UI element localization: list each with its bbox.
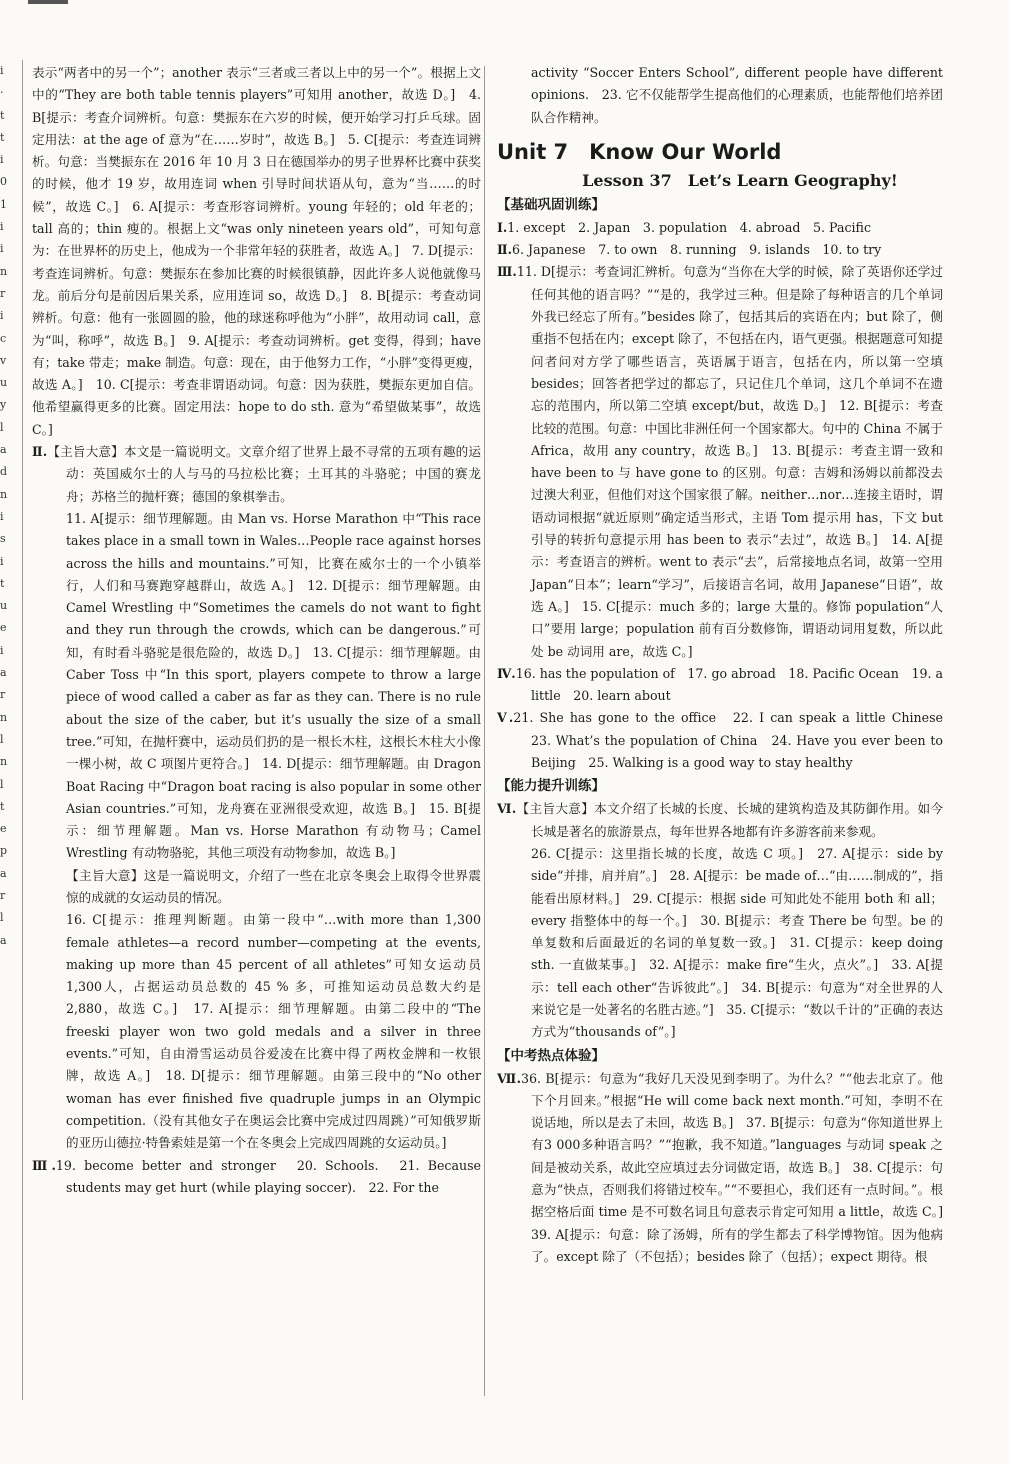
column-divider — [484, 66, 485, 1396]
section-7-text: 36. B[提示：句意为“我好几天没见到李明了。为什么？”“他去北京了。他下个月回来。”根据“He will come back next month.”可知，李明不在说话地，所以是去了未回，故选 B。] 37. B[提示：句意为“你知道世界上有3 000多种语言吗？”“抱歉，我不知道。”languages 与动词 speak 之间是被动关系，故此空应填过去分词做定语，故选 B。] 38. C[提示：句意为“快点，否则我们将错过校车。”“不要担心，我们还有一点时间。”。根据空格后面 time 是不可数名词且句意表示肯定可知用 a little，故选 C。] 39. A[提示：句意：除了汤姆，所有的学生都去了科学博物馆。因为他病了。except 除了（不包括）；besides 除了（包括）；expect 期待。根 — [520, 1070, 956, 1264]
section-3-label: Ⅲ. — [32, 1157, 56, 1173]
edge-glyph: · — [0, 86, 4, 100]
section-1-text: 1. except 2. Japan 3. population 4. abroad 5. Pacific — [507, 219, 871, 235]
edge-glyph: l — [0, 420, 4, 434]
edge-glyph: a — [0, 933, 7, 947]
edge-glyph: i — [0, 309, 4, 323]
edge-glyph: i — [0, 220, 4, 234]
edge-glyph: a — [0, 666, 7, 680]
section-2-main-idea — [32, 441, 481, 508]
continuation-paragraph: activity “Soccer Enters School”, different people have different opinions. 23. 它不仅能帮学生提高他们的心理素质，也能帮他们培养团队合作精神。 — [531, 65, 943, 125]
edge-glyph: u — [0, 376, 8, 390]
edge-glyph: t — [0, 130, 5, 144]
edge-glyph: i — [0, 153, 4, 167]
section-heading-basic: 【基础巩固训练】 — [497, 196, 605, 213]
section-6-main-idea-text: 【主旨大意】本文介绍了长城的长度、长城的建筑构造及其防御作用。如今长城是著名的旅游景点，每年世界各地都有许多游客前来参观。 — [516, 801, 944, 839]
section-heading-exam: 【中考热点体验】 — [497, 1047, 605, 1064]
edge-glyph: r — [0, 688, 6, 702]
edge-glyph: i — [0, 242, 4, 256]
edge-glyph: a — [0, 866, 7, 880]
edge-glyph: e — [0, 822, 7, 836]
section-3-text: 19. become better and stronger 20. Schools. 21. Because students may get hurt (while playing soccer). 22. For the — [55, 1157, 481, 1195]
section-4-text: 16. has the population of 17. go abroad 18. Pacific Ocean 19. a little 20. learn about — [515, 665, 943, 704]
section-2-main-idea-2: 【主旨大意】这是一篇说明文，介绍了一些在北京冬奥会上取得令世界震惊的成就的女运动员的情况。 — [66, 867, 481, 905]
top-edge-mark — [28, 0, 68, 4]
section-2-label: Ⅱ. — [32, 444, 48, 460]
left-edge-bleed — [0, 60, 22, 1400]
section-5-answers — [497, 707, 956, 774]
edge-glyph: n — [0, 755, 8, 769]
section-6-answers: 26. C[提示：这里指长城的长度，故选 C 项。] 27. A[提示：side by side“并排，肩并肩”。] 28. A[提示：be made of…“由……制成的”，指能看出原材料。] 29. C[提示：根据 side 可知此处不能用 both 和 all；every 指整体中的每一个。] 30. B[提示：考查 There be 句型。be 的单复数和后面最近的名词的单复数一致。] 31. C[提示：keep doing sth. 一直做某事。] 32. A[提示：make fire“生火，点火”。] 33. A[提示：tell each other“告诉彼此”。] 34. B[提示：句意为“对全世界的人来说它是一处著名的名胜古迹。”] 35. C[提示：“数以千计的”正确的表达方式为“thousands of”。] — [531, 845, 943, 1040]
edge-glyph: s — [0, 532, 6, 546]
section-2-text-right: 6. Japanese 7. to own 8. running 9. islands 10. to try — [512, 242, 882, 258]
edge-glyph: i — [0, 643, 4, 657]
left-margin-line — [22, 60, 23, 1400]
edge-glyph: t — [0, 108, 5, 122]
section-2-answers-2: 16. C[提示：推理判断题。由第一段中“…with more than 1,300 female athletes—a record number—competing at the events, making up more than 45 percent of all athletes”可知女运动员1,300人，占据运动员总数的 45 % 多，可推知运动员总数大约是 2,880，故选 C。] 17. A[提示：细节理解题。由第二段中的“The freeski player won two gold medals and a silver in three events.”可知，自由滑雪运动员谷爱凌在比赛中得了两枚金牌和一枚银牌，故选 A。] 18. D[提示：细节理解题。由第三段中的“No other woman has ever finished five quadruple jumps in an Olympic competition.（没有其他女子在奥运会比赛中完成过四周跳）”可知俄罗斯的亚历山德拉·特鲁索娃是第一个在冬奥会上完成四周跳的女运动员。] — [66, 912, 481, 1151]
section-5-label: Ⅴ. — [497, 710, 514, 726]
section-6-main-idea — [497, 798, 943, 843]
section-heading-ability: 【能力提升训练】 — [497, 778, 605, 795]
edge-glyph: l — [0, 777, 4, 791]
answer-paragraph: 表示“两者中的另一个”；another 表示“三者或三者以上中的另一个”。根据上文中的“They are both table tennis players”可知用 another，故选 D。] 4. B[提示：考查介词辨析。句意：樊振东在六岁的时候，便开始学习打乒乓球。固定用法：at the age of 意为“在……岁时”，故选 B。] 5. C[提示：考查连词辨析。句意：当樊振东在 2016 年 10 月 3 日在德国举办的男子世界杯比赛中获奖的时候，他才 19 岁，故用连词 when 引导时间状语从句，意为“当……的时候”，故选 C。] 6. A[提示：考查形容词辨析。young 年轻的；old 年老的；tall 高的；thin 瘦的。根据上文“was only nineteen years old”，可知句意为：在世界杯的历史上，他成为一个非常年轻的获胜者，故选 A。] 7. D[提示：考查连词辨析。句意：樊振东在参加比赛的时候很镇静，因此许多人说他就像马龙。前后分句是前因后果关系，应用连词 so，故选 D。] 8. B[提示：考查动词辨析。句意：他有一张圆圆的脸，他的球迷称呼他为“小胖”，故用动词 call，意为“叫，称呼”，故选 B。] 9. A[提示：考查动词辨析。get 变得，得到；have 有；take 带走；make 制造。句意：现在，由于他努力工作，“小胖”变得更瘦，故选 A。] 10. C[提示：考查非谓语动词。句意：因为获胜，樊振东更加自信。他希望赢得更多的比赛。固定用法：hope to do sth. 意为“希望做某事”，故选 C。] — [32, 65, 481, 437]
edge-glyph: y — [0, 398, 7, 412]
edge-glyph: u — [0, 599, 8, 613]
edge-glyph: r — [0, 286, 6, 300]
edge-glyph: p — [0, 844, 8, 858]
section-2-answers: 11. A[提示：细节理解题。由 Man vs. Horse Marathon 中“This race takes place in a small town in Wales…People race against horses across the hills and mountains.”可知，比赛在威尔士的一个小镇举行，人们和马赛跑穿越群山，故选 A。] 12. D[提示：细节理解题。由 Camel Wrestling 中“Sometimes the camels do not want to fight and they run through the crowds, which can be dangerous.”可知，有时看斗骆驼是很危险的，故选 D。] 13. C[提示：细节理解题。由 Caber Toss 中“In this sport, players compete to throw a large piece of wood called a caber as far as they can. There is no rule about the size of the caber, but it’s usually the size of a small tree.”可知，在抛杆赛中，运动员们扔的是一根长木柱，这根长木柱大小像一棵小树，故 C 项图片更符合。] 14. D[提示：细节理解题。由 Dragon Boat Racing 中“Dragon boat racing is also popular in some other Asian countries.”可知，龙舟赛在亚洲很受欢迎，故选 B。] 15. B[提示：细节理解题。Man vs. Horse Marathon 有动物马；Camel Wrestling 有动物骆驼，其他三项没有动物参加，故选 B。] — [66, 510, 481, 861]
section-5-text: 21. She has gone to the office 22. I can speak a little Chinese 23. What’s the population of China 24. Have you ever been to Beijing 25. Walking is a good way to stay healthy — [513, 710, 956, 771]
edge-glyph: t — [0, 799, 5, 813]
edge-glyph: i — [0, 64, 4, 77]
section-4-answers — [497, 663, 943, 708]
edge-glyph: v — [0, 353, 7, 367]
edge-glyph: c — [0, 331, 7, 345]
section-1-label: Ⅰ. — [497, 219, 508, 235]
section-3-text-right: 11. D[提示：考查词汇辨析。句意为“当你在大学的时候，除了英语你还学过任何其他的语言吗？”“是的，我学过三种。但是除了每种语言的几个单词外我已经忘了所有。”besides 除了，包括其后的宾语在内；but 除了，侧重指不包括在内；except 除了，不包括在内，语气更强。根据题意可知提问者问对方学了哪些语言，英语属于语言，包括在内，所以第一空填 besides；回答者把学过的都忘了，只记住几个单词，这几个单词不在遗忘的范围内，所以第二空填 except/but，故选 D。] 12. B[提示：考查比较的范围。句意：中国比非洲任何一个国家都大。句中的 China 不属于 Africa，故用 any country，故选 B。] 13. B[提示：考查主谓一致和 have been to 与 have gone to 的区别。句意：吉姆和汤姆以前都没去过澳大利亚，但他们对这个国家很了解。neither…nor…连接主语时，谓语动词根据“就近原则”确定适当形式，主语 Tom 提示用 has，下文 but 引导的转折句意提示用 has been to 表示“去过”，故选 B。] 14. A[提示：考查语言的辨析。went to 表示“去”，后常接地点名词，故第一空用 Japan“日本”；learn“学习”，后接语言名词，故用 Japanese“日语”，故选 A。] 15. C[提示：much 多的；large 大量的。修饰 population“人口”要用 large；population 前有百分数修饰，谓语动词用复数，所以此处 be 动词用 are，故选 C。] — [516, 264, 943, 659]
edge-glyph: i — [0, 554, 4, 568]
section-1-answers — [497, 217, 943, 239]
section-2-label-right: Ⅱ. — [497, 242, 512, 258]
edge-glyph: l — [0, 732, 4, 746]
section-6-label: Ⅵ. — [497, 801, 517, 817]
section-3-answers — [32, 1155, 481, 1200]
edge-glyph-list — [0, 60, 22, 952]
edge-glyph: t — [0, 576, 5, 590]
edge-glyph: n — [0, 710, 8, 724]
edge-glyph: n — [0, 487, 8, 501]
edge-glyph: a — [0, 443, 7, 457]
right-column — [497, 62, 956, 1268]
unit-title: Unit 7 Know Our World — [497, 139, 782, 164]
lesson-title: Lesson 37 Let’s Learn Geography! — [582, 170, 898, 190]
edge-glyph: r — [0, 888, 6, 902]
edge-glyph: d — [0, 465, 8, 479]
section-2-answers-right — [497, 239, 943, 261]
section-4-label: Ⅳ. — [497, 665, 516, 681]
section-7-label: Ⅶ. — [497, 1070, 521, 1086]
section-3-label-right: Ⅲ. — [497, 264, 517, 280]
edge-glyph: n — [0, 264, 8, 278]
edge-glyph: l — [0, 911, 4, 925]
edge-glyph: e — [0, 621, 7, 635]
edge-glyph: 0 — [0, 175, 7, 189]
section-7-answers — [497, 1068, 956, 1269]
edge-glyph: 1 — [0, 197, 7, 211]
section-2-main-idea-text: 【主旨大意】本文是一篇说明文。文章介绍了世界上最不寻常的五项有趣的运动：英国威尔士的人与马的马拉松比赛；土耳其的斗骆驼；中国的赛龙舟；苏格兰的抛杆赛；德国的象棋拳击。 — [47, 444, 482, 504]
left-column — [32, 62, 481, 1199]
section-3-answers-right — [497, 261, 943, 662]
edge-glyph: i — [0, 509, 4, 523]
